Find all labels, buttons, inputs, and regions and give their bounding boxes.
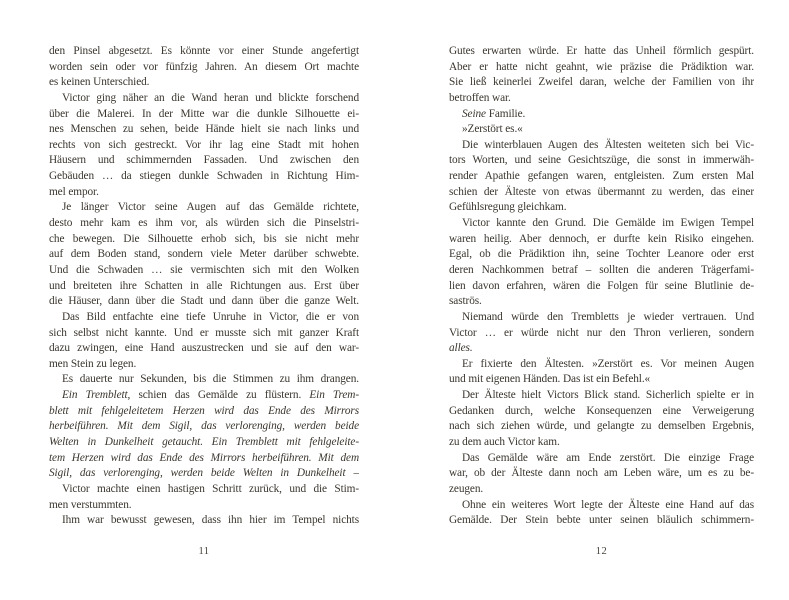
text-line: [49, 513, 359, 529]
text-line: [449, 153, 754, 169]
page-left: [49, 44, 359, 557]
text-line: [449, 341, 754, 357]
page-number-right: 12: [595, 545, 608, 557]
italic-text-segment: Welten in Dunkelheit getaucht. Ein Tremblett mit fehlgeleite-: [49, 436, 359, 449]
text-line: [49, 216, 359, 232]
text-line: [49, 482, 359, 498]
text-line: [49, 404, 359, 420]
text-line: [449, 388, 754, 404]
text-segment: schien das Gemälde zu flüstern.: [130, 389, 310, 402]
text-line: [49, 75, 359, 91]
text-segment: Familie.: [485, 107, 526, 120]
text-segment: deren Nachkommen betraf – sollten die anderen Trägerfami-: [449, 263, 754, 276]
text-line: [449, 466, 754, 482]
text-segment: Victor kannte den Grund. Die Gemälde im Ewigen Tempel: [462, 217, 754, 230]
text-segment: Er fixierte den Ältesten. »Zerstört es. Vor meinen Augen: [462, 357, 754, 370]
text-segment: es keinen Unterschied.: [49, 76, 150, 89]
text-segment: Gedanken durch, welche Konsequenzen eine Verweigerung: [449, 404, 754, 417]
text-line: [449, 232, 754, 248]
text-line: [49, 169, 359, 185]
text-line: [49, 122, 359, 138]
text-line: [49, 498, 359, 514]
italic-text-segment: alles.: [449, 342, 473, 355]
italic-text-segment: herbeiführen. Mit dem Sigil, das verlorenging, werden beide: [49, 420, 359, 433]
text-segment: und breiteten ihre Schatten in alle Richtungen aus. Erst über: [49, 279, 359, 292]
text-segment: Und die Schwaden … sie vermischten sich mit den Wolken: [49, 263, 359, 276]
text-line: [449, 357, 754, 373]
text-segment: men Stein zu legen.: [49, 357, 137, 370]
text-segment: Victor machte einen hastigen Schritt zurück, und die Stim-: [62, 482, 359, 495]
text-line: [49, 60, 359, 76]
text-segment: die Häuser, dann über die Stadt und dann über die ganze Welt.: [49, 295, 359, 308]
text-segment: auf dem Boden stand, sondern viele Meter darüber schwebte.: [49, 248, 359, 261]
text-line: [449, 326, 754, 342]
text-line: [49, 153, 359, 169]
page-left-text: [49, 44, 359, 529]
text-segment: Je länger Victor seine Augen auf das Gemälde richtete,: [62, 201, 359, 214]
text-segment: tors Worten, und seine Gesichtszüge, die sonst in immerwäh-: [449, 154, 754, 167]
text-line: [449, 122, 754, 138]
text-segment: Niemand würde den Trembletts je wieder vertrauen. Und: [462, 310, 754, 323]
text-segment: zu dem auch Victor kam.: [449, 436, 560, 449]
text-line: [49, 232, 359, 248]
text-segment: rechts von sich gestreckt. Vor ihr lag eine Stadt mit hohen: [49, 138, 359, 151]
text-segment: Die winterblauen Augen des Ältesten weiteten sich bei Vic-: [462, 138, 754, 151]
text-line: [49, 357, 359, 373]
text-line: [449, 169, 754, 185]
text-line: [49, 185, 359, 201]
text-segment: Das Bild entfachte eine tiefe Unruhe in Victor, die er von: [62, 310, 359, 323]
page-right: [449, 44, 754, 557]
text-segment: zeugen.: [449, 482, 484, 495]
text-line: [449, 372, 754, 388]
text-segment: den Pinsel abgesetzt. Es könnte vor einer Stunde angefertigt: [49, 45, 359, 57]
text-segment: desto mehr kam es ihm vor, als würden sich die Pinselstri-: [49, 217, 359, 230]
text-line: [49, 44, 359, 60]
text-segment: Gebäuden … da stiegen dunkle Schwaden in Richtung Him-: [49, 170, 359, 183]
text-line: [449, 279, 754, 295]
text-segment: Das Gemälde wäre am Ende zerstört. Die einzige Frage: [462, 451, 754, 464]
text-line: [449, 419, 754, 435]
text-line: [449, 216, 754, 232]
text-segment: Gemälde. Der Stein bebte unter seinen bläulich schimmern-: [449, 514, 754, 527]
text-line: [449, 404, 754, 420]
text-segment: Egal, ob die Prädiktion ihn, seine Tochter Leanore oder erst: [449, 248, 754, 261]
text-segment: Ohne ein weiteres Wort legte der Älteste eine Hand auf das: [462, 498, 754, 511]
page-number-left: 11: [198, 545, 210, 557]
text-line: [49, 435, 359, 451]
italic-text-segment: Sigil, das verlorenging, werden beide Welten in Dunkelheit –: [49, 467, 359, 480]
text-line: [449, 435, 754, 451]
text-line: [49, 388, 359, 404]
text-segment: Sie ließ keinerlei Zweifel daran, welche der Familien von ihr: [449, 76, 754, 89]
text-line: [49, 247, 359, 263]
text-segment: nes Menschen zu sehen, beide Hände hielt sie nach links und: [49, 123, 359, 136]
text-line: [449, 498, 754, 514]
text-segment: war, ob der Älteste dann noch am Leben wäre, um es zu be-: [449, 467, 754, 480]
text-line: [49, 451, 359, 467]
text-line: [449, 451, 754, 467]
text-line: [49, 372, 359, 388]
text-segment: Ihm war bewusst gewesen, dass ihn hier im Tempel nichts: [62, 514, 359, 527]
italic-text-segment: Ein Trem-: [309, 389, 359, 402]
text-segment: mel empor.: [49, 185, 99, 198]
italic-text-segment: Ein Tremblett,: [62, 389, 131, 402]
text-segment: Victor … er würde nicht nur den Thron verlieren, sondern: [449, 326, 754, 339]
text-line: [49, 341, 359, 357]
text-line: [49, 107, 359, 123]
text-segment: und mit eigenen Händen. Das ist ein Befehl.«: [449, 373, 651, 386]
text-segment: Aber er hatte nicht geahnt, wie präzise die Prädiktion war.: [449, 60, 754, 73]
text-line: [49, 200, 359, 216]
italic-text-segment: tem Herzen wird das Ende des Mirrors herbeiführen. Mit dem: [49, 451, 359, 464]
text-line: [49, 419, 359, 435]
text-line: [49, 310, 359, 326]
text-segment: waren heilig. Aber dennoch, er durfte kein Risiko eingehen.: [449, 232, 754, 245]
text-segment: worden sein oder vor fünfzig Jahren. An diesem Ort machte: [49, 60, 359, 73]
text-segment: Victor ging näher an die Wand heran und blickte forschend: [62, 91, 359, 104]
text-line: [49, 138, 359, 154]
text-segment: Gutes erwarten würde. Er hatte das Unheil förmlich gespürt.: [449, 45, 754, 57]
text-segment: che bewegen. Die Silhouette erhob sich, bis sie nicht mehr: [49, 232, 359, 245]
text-segment: Es dauerte nur Sekunden, bis die Stimmen zu ihm drangen.: [62, 373, 359, 386]
text-line: [449, 75, 754, 91]
text-segment: über die Malerei. In der Mitte war die dunkle Silhouette ei-: [49, 107, 359, 120]
text-segment: Gefühlsregung gleichkam.: [449, 201, 567, 214]
text-line: [449, 91, 754, 107]
text-line: [49, 263, 359, 279]
text-segment: nach sich ziehen würde, und gelangte zu demselben Ergebnis,: [449, 420, 754, 433]
text-segment: men verstummten.: [49, 498, 132, 511]
text-line: [449, 185, 754, 201]
italic-text-segment: Seine: [462, 107, 486, 120]
text-line: [449, 107, 754, 123]
text-segment: sich selbst nicht kannte. Und er musste sich mit ganzer Kraft: [49, 326, 359, 339]
text-line: [49, 91, 359, 107]
text-segment: »Zerstört es.«: [462, 123, 523, 136]
text-segment: Der Älteste hielt Victors Blick stand. Sicherlich spielte er in: [462, 389, 754, 402]
text-line: [449, 513, 754, 529]
text-line: [449, 263, 754, 279]
text-line: [449, 200, 754, 216]
text-line: [449, 482, 754, 498]
text-line: [49, 466, 359, 482]
text-line: [449, 310, 754, 326]
text-segment: dazu zwingen, eine Hand auszustrecken und sie auf den war-: [49, 342, 359, 355]
text-line: [449, 294, 754, 310]
text-line: [49, 326, 359, 342]
text-line: [449, 60, 754, 76]
text-segment: lien davon erfahren, wären die Folgen für seine Blutlinie de-: [449, 279, 754, 292]
italic-text-segment: blett mit fehlgeleitetem Herzen wird das Ende des Mirrors: [49, 404, 359, 417]
page-right-text: [449, 44, 754, 529]
text-line: [449, 138, 754, 154]
text-segment: betroffen war.: [449, 91, 511, 104]
text-segment: schien der Älteste von etwas übermannt zu werden, das einer: [449, 185, 754, 198]
text-line: [49, 279, 359, 295]
text-segment: saströs.: [449, 295, 482, 308]
text-segment: Häusern und schimmernden Fassaden. Und zwischen den: [49, 154, 359, 167]
text-line: [49, 294, 359, 310]
text-line: [449, 247, 754, 263]
text-line: [449, 44, 754, 60]
text-segment: render Apathie gefangen waren, entgleisten. Zum ersten Mal: [449, 170, 754, 183]
